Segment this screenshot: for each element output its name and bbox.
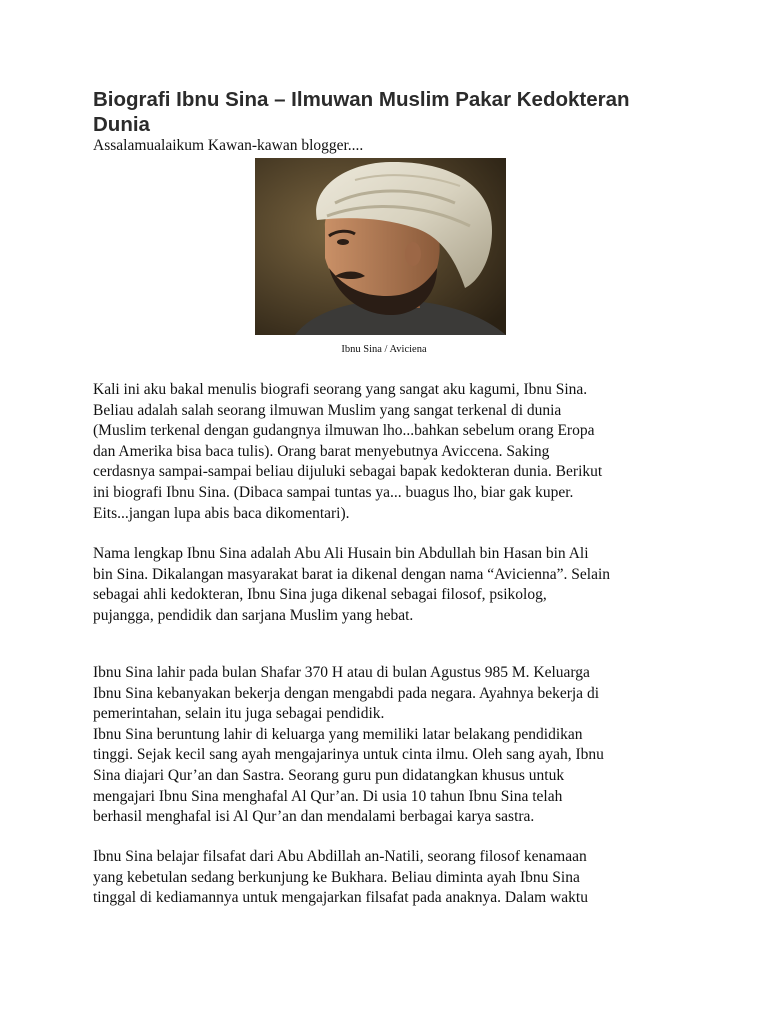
- text-line: dan Amerika bisa baca tulis). Orang barat menyebutnya Aviccena. Saking: [93, 442, 550, 460]
- text-line: Nama lengkap Ibnu Sina adalah Abu Ali Husain bin Abdullah bin Hasan bin Ali: [93, 545, 589, 562]
- text-line: Beliau adalah salah seorang ilmuwan Muslim yang sangat terkenal di dunia: [93, 401, 562, 419]
- paragraph-3: [93, 663, 683, 828]
- text-line: mengajari Ibnu Sina menghafal Al Qur’an. Di usia 10 tahun Ibnu Sina telah: [93, 787, 563, 805]
- text-line: (Muslim terkenal dengan gudangnya ilmuwan lho...bahkan sebelum orang Eropa: [93, 422, 595, 440]
- text-line: bin Sina. Dikalangan masyarakat barat ia dikenal dengan nama “Avicienna”. Selain: [93, 565, 611, 583]
- text-line: tinggi. Sejak kecil sang ayah mengajarinya untuk cinta ilmu. Oleh sang ayah, Ibnu: [93, 746, 604, 764]
- article-title: [93, 87, 693, 137]
- text-line: pujangga, pendidik dan sarjana Muslim yang hebat.: [93, 606, 414, 624]
- text-line: tinggal di kediamannya untuk mengajarkan filsafat pada anaknya. Dalam waktu: [93, 889, 588, 907]
- paragraph-2: [93, 544, 683, 626]
- text-line: pemerintahan, selain itu juga sebagai pendidik.: [93, 705, 385, 723]
- paragraph-1: [93, 380, 683, 524]
- text-line: Ibnu Sina belajar filsafat dari Abu Abdillah an-Natili, seorang filosof kenamaan: [93, 848, 587, 865]
- text-line: Ibnu Sina beruntung lahir di keluarga yang memiliki latar belakang pendidikan: [93, 725, 583, 743]
- text-line: Sina diajari Qur’an dan Sastra. Seorang guru pun didatangkan khusus untuk: [93, 766, 565, 784]
- text-line: yang kebetulan sedang berkunjung ke Bukhara. Beliau diminta ayah Ibnu Sina: [93, 868, 580, 886]
- greeting-text: Assalamualaikum Kawan-kawan blogger....: [93, 137, 364, 154]
- portrait-illustration: [255, 158, 506, 335]
- paragraph-4: [93, 847, 683, 909]
- portrait-image: [255, 158, 506, 335]
- title-line: Biografi Ibnu Sina – Ilmuwan Muslim Pakar Kedokteran: [93, 88, 630, 111]
- text-line: Ibnu Sina kebanyakan bekerja dengan mengabdi pada negara. Ayahnya bekerja di: [93, 684, 599, 702]
- title-line: Dunia: [93, 113, 150, 136]
- text-line: berhasil menghafal isi Al Qur’an dan mendalami berbagai karya sastra.: [93, 808, 535, 826]
- text-line: Kali ini aku bakal menulis biografi seorang yang sangat aku kagumi, Ibnu Sina.: [93, 381, 588, 398]
- text-line: cerdasnya sampai-sampai beliau dijuluki sebagai bapak kedokteran dunia. Berikut: [93, 463, 603, 481]
- text-line: ini biografi Ibnu Sina. (Dibaca sampai tuntas ya... buagus lho, biar gak kuper.: [93, 483, 574, 501]
- text-line: Ibnu Sina lahir pada bulan Shafar 370 H atau di bulan Agustus 985 M. Keluarga: [93, 664, 590, 681]
- text-line: Eits...jangan lupa abis baca dikomentari).: [93, 504, 350, 522]
- text-line: sebagai ahli kedokteran, Ibnu Sina juga dikenal sebagai filosof, psikolog,: [93, 586, 547, 604]
- image-caption: Ibnu Sina / Aviciena: [341, 344, 427, 355]
